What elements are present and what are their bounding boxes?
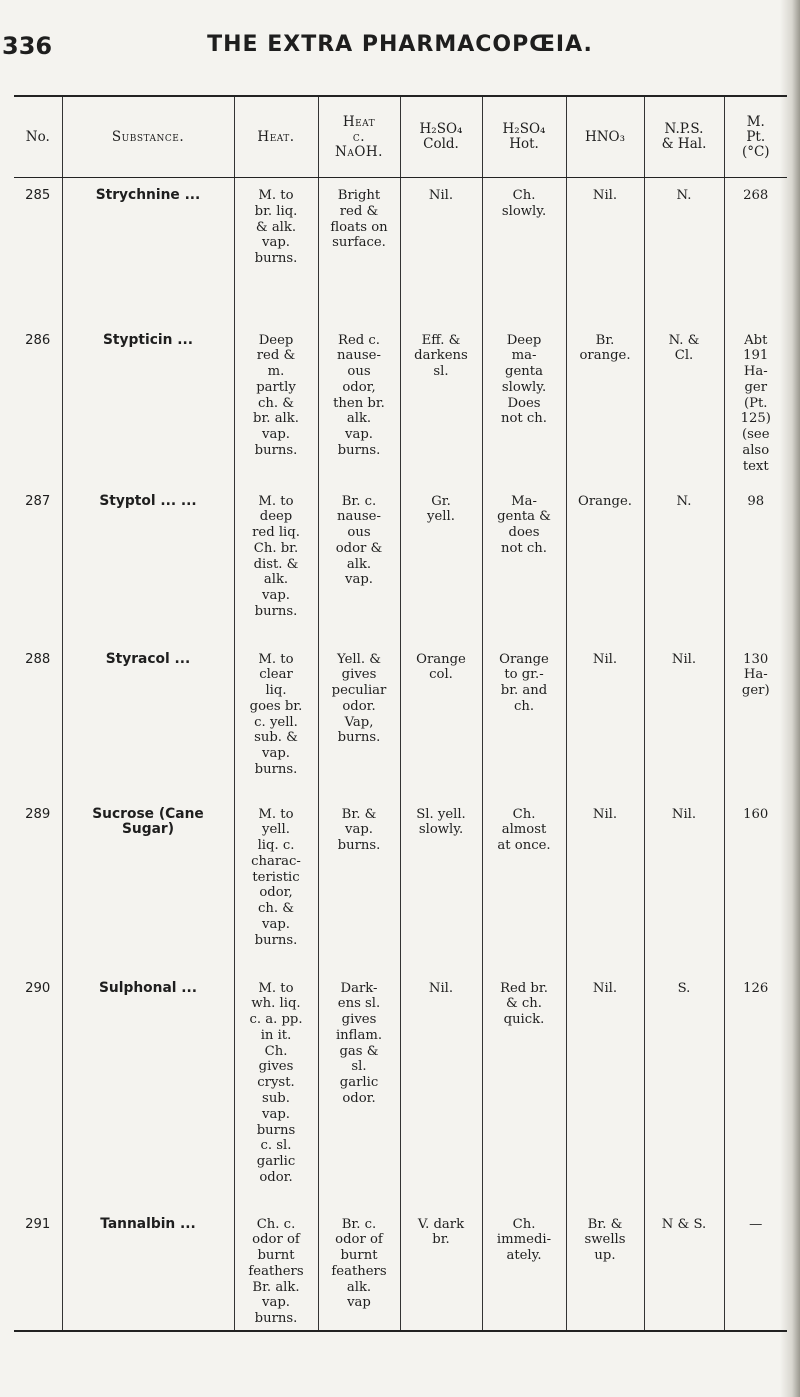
- header-h2so4-hot: H₂SO₄ Hot.: [482, 96, 566, 178]
- naoh-reaction: Red c. nause- ous odor, then br. alk. vap. burns.: [318, 323, 400, 484]
- naoh-reaction: Dark- ens sl. gives inflam. gas & sl. garlic odor.: [318, 971, 400, 1207]
- melting-point: 160: [724, 797, 787, 971]
- naoh-reaction: Br. & vap. burns.: [318, 797, 400, 971]
- h2so4-cold-reaction: Nil.: [400, 178, 482, 323]
- h2so4-hot-reaction: Deep ma- genta slowly. Does not ch.: [482, 323, 566, 484]
- h2so4-hot-reaction: Ch. almost at once.: [482, 797, 566, 971]
- table-row: [14, 1207, 787, 1331]
- h2so4-hot-reaction: Red br. & ch. quick.: [482, 971, 566, 1207]
- heat-reaction: Deep red & m. partly ch. & br. alk. vap. burns.: [234, 323, 318, 484]
- substance-name: Tannalbin ...: [62, 1207, 234, 1331]
- heat-reaction: M. to clear liq. goes br. c. yell. sub. & vap. burns.: [234, 642, 318, 797]
- row-number: 291: [14, 1207, 62, 1331]
- header-heat-naoh: Heat c. NaOH.: [318, 96, 400, 178]
- header-no: No.: [14, 96, 62, 178]
- nps-hal-result: S.: [644, 971, 724, 1207]
- hno3-reaction: Nil.: [566, 971, 644, 1207]
- table-row: [14, 642, 787, 797]
- hno3-reaction: Nil.: [566, 797, 644, 971]
- nps-hal-result: N & S.: [644, 1207, 724, 1331]
- header-hno3: HNO₃: [566, 96, 644, 178]
- heat-reaction: Ch. c. odor of burnt feathers Br. alk. vap. burns.: [234, 1207, 318, 1331]
- header-nps-hal: N.P.S. & Hal.: [644, 96, 724, 178]
- nps-hal-result: N.: [644, 484, 724, 642]
- table-row: [14, 178, 787, 323]
- header-h2so4-cold: H₂SO₄ Cold.: [400, 96, 482, 178]
- melting-point: 268: [724, 178, 787, 323]
- heat-reaction: M. to yell. liq. c. charac- teristic odor, ch. & vap. burns.: [234, 797, 318, 971]
- table-row: [14, 971, 787, 1207]
- hno3-reaction: Br. orange.: [566, 323, 644, 484]
- page-number: 336: [2, 32, 53, 60]
- header-melting-point: M. Pt. (°C): [724, 96, 787, 178]
- header-substance: Substance.: [62, 96, 234, 178]
- table-row: [14, 797, 787, 971]
- h2so4-cold-reaction: Sl. yell. slowly.: [400, 797, 482, 971]
- h2so4-hot-reaction: Ma- genta & does not ch.: [482, 484, 566, 642]
- naoh-reaction: Br. c. odor of burnt feathers alk. vap: [318, 1207, 400, 1331]
- row-number: 286: [25, 332, 51, 348]
- heat-reaction: M. to deep red liq. Ch. br. dist. & alk. vap. burns.: [234, 484, 318, 642]
- substance-name-line2: Sugar): [121, 821, 175, 838]
- substance-name: Styracol ...: [62, 642, 234, 797]
- heat-reaction: M. to wh. liq. c. a. pp. in it. Ch. gives cryst. sub. vap. burns c. sl. garlic odor.: [234, 971, 318, 1207]
- header-heat: Heat.: [234, 96, 318, 178]
- nps-hal-result: N. & Cl.: [644, 323, 724, 484]
- row-number: 285: [25, 188, 51, 203]
- table-row: [14, 484, 787, 642]
- hno3-reaction: Br. & swells up.: [566, 1207, 644, 1331]
- h2so4-cold-reaction: V. dark br.: [400, 1207, 482, 1331]
- substance-name: [62, 797, 234, 971]
- row-number: 288: [25, 651, 51, 667]
- hno3-reaction: Nil.: [566, 178, 644, 323]
- nps-hal-result: Nil.: [644, 642, 724, 797]
- melting-point: 126: [724, 971, 787, 1207]
- substance-name: Styptol ... ...: [62, 484, 234, 642]
- table-row: [14, 323, 787, 484]
- hno3-reaction: Nil.: [566, 642, 644, 797]
- nps-hal-result: N.: [644, 178, 724, 323]
- substance-name-line1: Sucrose (Cane: [92, 805, 204, 822]
- header-row: [14, 96, 787, 178]
- substance-name: Stypticin ...: [62, 323, 234, 484]
- heat-reaction: M. to br. liq. & alk. vap. burns.: [234, 178, 318, 323]
- hno3-reaction: Orange.: [566, 484, 644, 642]
- melting-point: 130 Ha- ger): [724, 642, 787, 797]
- row-number: 287: [25, 493, 51, 509]
- row-number: 290: [25, 980, 51, 996]
- row-number: 289: [25, 806, 51, 822]
- naoh-reaction: Br. c. nause- ous odor & alk. vap.: [318, 484, 400, 642]
- reactions-table: [14, 95, 787, 1332]
- melting-point: Abt 191 Ha- ger (Pt. 125) (see also text: [724, 323, 787, 484]
- naoh-reaction: Bright red & floats on surface.: [318, 178, 400, 323]
- h2so4-hot-reaction: Orange to gr.- br. and ch.: [482, 642, 566, 797]
- nps-hal-result: Nil.: [644, 797, 724, 971]
- h2so4-cold-reaction: Nil.: [400, 971, 482, 1207]
- melting-point: —: [724, 1207, 787, 1331]
- h2so4-hot-reaction: Ch. slowly.: [482, 178, 566, 323]
- h2so4-hot-reaction: Ch. immedi- ately.: [482, 1207, 566, 1331]
- substance-name: Strychnine ...: [62, 178, 234, 323]
- melting-point: 98: [724, 484, 787, 642]
- naoh-reaction: Yell. & gives peculiar odor. Vap, burns.: [318, 642, 400, 797]
- h2so4-cold-reaction: Orange col.: [400, 642, 482, 797]
- substance-name: Sulphonal ...: [62, 971, 234, 1207]
- h2so4-cold-reaction: Eff. & darkens sl.: [400, 323, 482, 484]
- h2so4-cold-reaction: Gr. yell.: [400, 484, 482, 642]
- running-title: THE EXTRA PHARMACOPŒIA.: [207, 32, 593, 57]
